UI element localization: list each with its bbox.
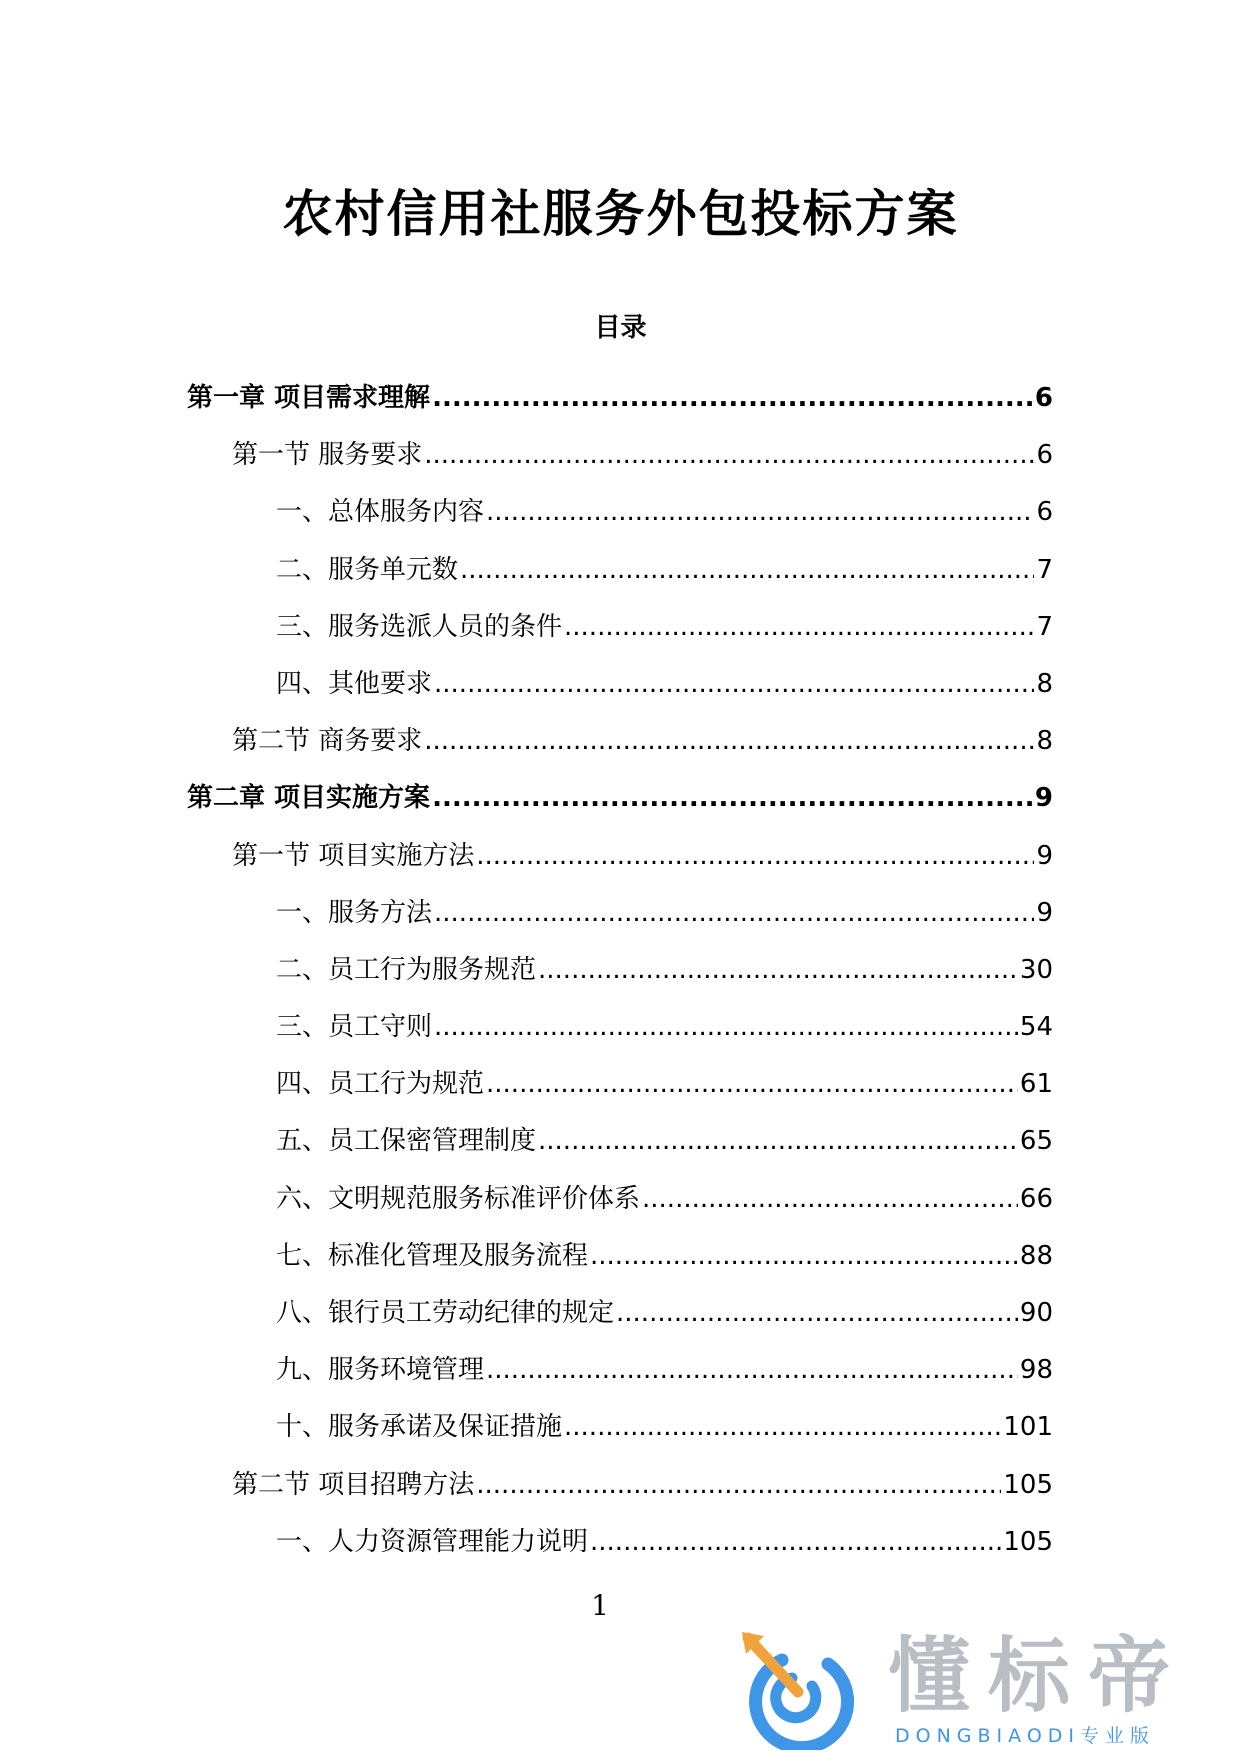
toc-entry[interactable]: [187, 1465, 1053, 1522]
toc-dot-leader: [642, 1179, 1018, 1219]
toc-entry-label: 一、人力资源管理能力说明: [276, 1526, 589, 1557]
toc-entry-page-number: 105: [1003, 1526, 1053, 1557]
toc-entry[interactable]: [187, 1350, 1053, 1407]
toc-entry[interactable]: [187, 1522, 1053, 1579]
toc-entry-page-number: 30: [1019, 954, 1053, 985]
toc-entry-page-number: 54: [1019, 1012, 1053, 1043]
watermark-brand-subtitle: DONGBIAODI专业版: [895, 1725, 1156, 1747]
toc-entry[interactable]: [187, 778, 1053, 835]
toc-entry[interactable]: [187, 550, 1053, 607]
toc-dot-leader: [432, 778, 1033, 818]
toc-entry-label: 第二章 项目实施方案: [187, 783, 431, 814]
toc-dot-leader: [424, 721, 1034, 761]
toc-entry-page-number: 98: [1019, 1355, 1053, 1386]
toc-entry-label: 六、文明规范服务标准评价体系: [276, 1183, 641, 1214]
toc-dot-leader: [486, 1350, 1018, 1390]
toc-heading: 目录: [594, 313, 647, 343]
toc-entry-page-number: 8: [1036, 668, 1053, 699]
toc-entry-page-number: 9: [1034, 783, 1053, 814]
toc-entry-label: 十、服务承诺及保证措施: [276, 1412, 563, 1443]
toc-entry-page-number: 88: [1019, 1240, 1053, 1271]
toc-entry[interactable]: [187, 607, 1053, 664]
toc-entry-label: 五、员工保密管理制度: [276, 1126, 537, 1157]
toc-entry-label: 七、标准化管理及服务流程: [276, 1240, 589, 1271]
toc-entry-label: 三、员工守则: [276, 1012, 433, 1043]
toc-entry-label: 九、服务环境管理: [276, 1355, 485, 1386]
toc-entry-page-number: 6: [1036, 497, 1053, 528]
toc-entry[interactable]: [187, 1236, 1053, 1293]
toc-entry-label: 二、服务单元数: [276, 554, 459, 585]
toc-entry-label: 八、银行员工劳动纪律的规定: [276, 1298, 615, 1328]
toc-entry-label: 一、总体服务内容: [276, 497, 485, 528]
toc-entry[interactable]: [187, 1121, 1053, 1178]
toc-entry[interactable]: [187, 1064, 1053, 1121]
toc-entry[interactable]: [187, 492, 1053, 549]
toc-dot-leader: [616, 1293, 1018, 1333]
toc-dot-leader: [476, 1465, 1001, 1505]
toc-dot-leader: [434, 664, 1034, 704]
toc-entry-page-number: 101: [1003, 1412, 1053, 1443]
toc-entry-label: 三、服务选派人员的条件: [276, 611, 563, 642]
toc-entry[interactable]: [187, 721, 1053, 778]
toc-entry-page-number: 8: [1036, 726, 1053, 757]
toc-entry[interactable]: [187, 1007, 1053, 1064]
target-arrow-icon: [740, 1630, 870, 1750]
toc-entry-page-number: 61: [1019, 1069, 1053, 1100]
document-title: 农村信用社服务外包投标方案: [282, 185, 959, 243]
toc-entry-page-number: 7: [1036, 611, 1053, 642]
toc-dot-leader: [434, 893, 1034, 933]
toc-entry[interactable]: [187, 1407, 1053, 1464]
toc-entry-page-number: 65: [1019, 1126, 1053, 1157]
table-of-contents: [187, 378, 1053, 1579]
toc-dot-leader: [486, 492, 1034, 532]
toc-entry-label: 第二节 商务要求: [232, 726, 423, 757]
toc-dot-leader: [476, 836, 1034, 876]
toc-entry[interactable]: [187, 836, 1053, 893]
toc-dot-leader: [590, 1236, 1018, 1276]
toc-entry-label: 第二节 项目招聘方法: [232, 1469, 475, 1500]
toc-entry[interactable]: [187, 893, 1053, 950]
toc-entry-page-number: 90: [1019, 1298, 1053, 1328]
toc-entry-page-number: 105: [1003, 1469, 1053, 1500]
toc-entry-page-number: 9: [1036, 840, 1053, 871]
toc-entry[interactable]: [187, 435, 1053, 492]
toc-entry-page-number: 9: [1036, 897, 1053, 928]
toc-entry-label: 四、员工行为规范: [276, 1069, 485, 1100]
toc-dot-leader: [486, 1064, 1018, 1104]
toc-dot-leader: [424, 435, 1034, 475]
page-number: 1: [591, 1589, 609, 1622]
toc-entry-label: 四、其他要求: [276, 668, 433, 699]
toc-entry[interactable]: [187, 664, 1053, 721]
toc-entry-page-number: 6: [1034, 383, 1053, 413]
toc-entry[interactable]: [187, 1179, 1053, 1236]
toc-entry-page-number: 6: [1036, 440, 1053, 471]
toc-dot-leader: [538, 1121, 1018, 1161]
toc-entry-label: 第一节 服务要求: [232, 440, 423, 471]
toc-dot-leader: [538, 950, 1018, 990]
toc-entry[interactable]: [187, 950, 1053, 1007]
toc-entry[interactable]: [187, 1293, 1053, 1350]
toc-entry[interactable]: [187, 378, 1053, 435]
toc-dot-leader: [460, 550, 1034, 590]
watermark: [740, 1630, 1235, 1750]
watermark-brand-name: 懂标帝: [888, 1629, 1189, 1724]
toc-entry-label: 第一章 项目需求理解: [187, 383, 431, 413]
toc-dot-leader: [434, 1007, 1018, 1047]
toc-entry-label: 一、服务方法: [276, 897, 433, 928]
toc-entry-label: 第一节 项目实施方法: [232, 840, 475, 871]
toc-dot-leader: [564, 1407, 1001, 1447]
toc-entry-page-number: 7: [1036, 554, 1053, 585]
toc-dot-leader: [564, 607, 1034, 647]
toc-dot-leader: [590, 1522, 1001, 1562]
toc-dot-leader: [432, 378, 1033, 418]
toc-entry-label: 二、员工行为服务规范: [276, 954, 537, 985]
toc-entry-page-number: 66: [1019, 1183, 1053, 1214]
